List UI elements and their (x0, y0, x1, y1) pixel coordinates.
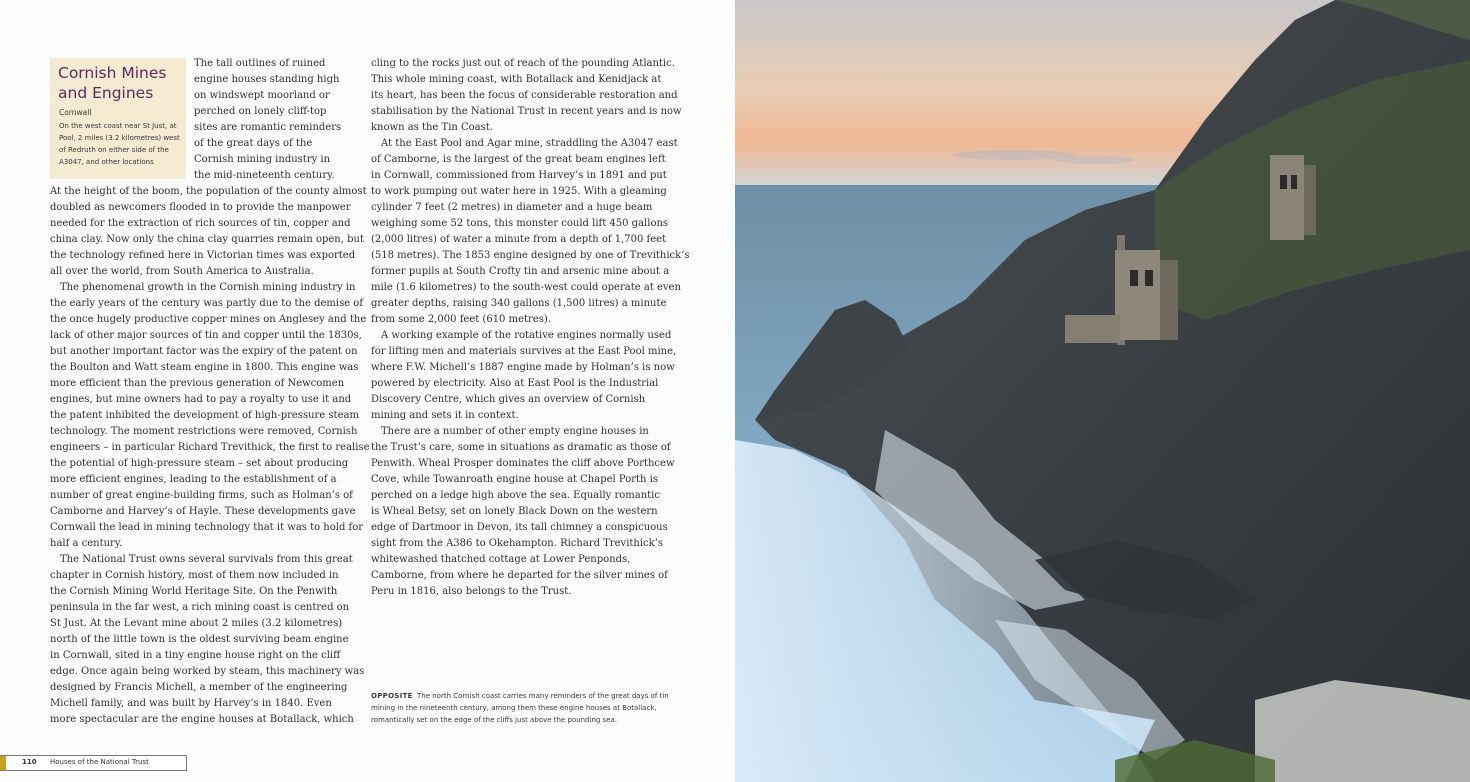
text-line: the patent inhibited the development of high-pressure steam (50, 410, 359, 421)
text-line: There are a number of other empty engine houses in (371, 426, 649, 437)
text-line: in Cornwall, sited in a tiny engine house right on the cliff (50, 650, 341, 661)
engine-house-upper (1270, 155, 1304, 240)
text-line: The National Trust owns several survivals from this great (50, 554, 353, 565)
text-line: perched on a ledge high above the sea. Equally romantic (371, 490, 660, 501)
text-line: former pupils at South Crofty tin and arsenic mine about a (371, 266, 670, 277)
sidebar-location-line: On the west coast near St Just, at (59, 122, 177, 130)
text-line: Cornwall the lead in mining technology that it was to hold for (50, 522, 364, 533)
text-line: At the East Pool and Agar mine, straddling the A3047 east (371, 138, 678, 149)
text-line: mile (1.6 kilometres) to the south-west could operate at even (371, 282, 681, 293)
text-line: sites are romantic reminders (194, 122, 342, 133)
sidebar-title (58, 63, 184, 103)
page-number: 110 (22, 758, 37, 766)
sidebar-location-line: of Redruth on either side of the (59, 146, 169, 154)
text-line: all over the world, from South America to Australia. (50, 266, 314, 277)
text-line: edge of Dartmoor in Devon, its tall chimney a conspicuous (371, 522, 668, 533)
text-line: number of great engine-building firms, such as Holman’s of (50, 490, 353, 501)
text-line: designed by Francis Michell, a member of the engineering (50, 682, 348, 693)
text-line: engine houses standing high (194, 74, 340, 85)
text-line: for lifting men and materials survives at the East Pool mine, (371, 346, 677, 357)
text-line: Camborne, from where he departed for the silver mines of (371, 570, 668, 581)
text-line: of the great days of the (194, 138, 313, 149)
engine-house-lower (1115, 250, 1160, 340)
text-line: technology. The moment restrictions were removed, Cornish (50, 426, 358, 437)
text-line: sight from the A386 to Okehampton. Richard Trevithick’s (371, 538, 664, 549)
text-line: stabilisation by the National Trust in recent years and is now (371, 106, 682, 117)
text-line: more efficient engines, leading to the establishment of a (50, 474, 337, 485)
book-title: Houses of the National Trust (50, 758, 149, 766)
text-line: edge. Once again being worked by steam, this machinery was (50, 666, 365, 677)
text-line: lack of other major sources of tin and copper until the 1830s, (50, 330, 362, 341)
sidebar-location-line: A3047, and other locations (59, 158, 154, 166)
column1-intro (194, 56, 342, 184)
caption-line (371, 690, 671, 702)
text-line: At the height of the boom, the population of the county almost (50, 186, 367, 197)
text-line: mining and sets it in context. (371, 410, 519, 421)
text-line: on windswept moorland or (194, 90, 330, 101)
column1-body (50, 184, 370, 728)
text-line: is Wheal Betsy, set on lonely Black Down on the western (371, 506, 658, 517)
sidebar-info-box (50, 58, 186, 179)
text-line: St Just. At the Levant mine about 2 miles (3.2 kilometres) (50, 618, 343, 629)
text-line: doubled as newcomers flooded in to provide the manpower (50, 202, 351, 213)
text-line: A working example of the rotative engines normally used (371, 330, 672, 341)
text-line: The tall outlines of ruined (194, 58, 326, 69)
footer-marker (0, 756, 6, 770)
text-line: perched on lonely cliff-top (194, 106, 327, 117)
text-line: (518 metres). The 1853 engine designed by one of Trevithick’s (371, 250, 690, 261)
photo-caption (371, 690, 671, 726)
text-line: powered by electricity. Also at East Pool is the Industrial (371, 378, 659, 389)
text-line: the Cornish Mining World Heritage Site. On the Penwith (50, 586, 338, 597)
text-line: engineers – in particular Richard Trevithick, the first to realise (50, 442, 370, 453)
text-line: cling to the rocks just out of reach of the pounding Atlantic. (371, 58, 675, 69)
page-footer (0, 755, 187, 771)
text-line: whitewashed thatched cottage at Lower Penponds, (371, 554, 631, 565)
text-line: its heart, has been the focus of considerable restoration and (371, 90, 678, 101)
caption-label: OPPOSITE (371, 692, 413, 700)
text-line: (2,000 litres) of water a minute from a depth of 1,700 feet (371, 234, 667, 245)
caption-line: mining in the nineteenth century, among them these engine houses at Botallack, (371, 704, 657, 712)
text-line: the once hugely productive copper mines on Anglesey and the (50, 314, 367, 325)
text-line: from some 2,000 feet (610 metres). (371, 314, 551, 325)
text-line: the mid-nineteenth century. (194, 170, 335, 181)
photo-illustration (735, 0, 1470, 782)
text-line: cylinder 7 feet (2 metres) in diameter and a huge beam (371, 202, 653, 213)
column2-body (371, 56, 690, 600)
text-line: to work pumping out water here in 1925. With a gleaming (371, 186, 667, 197)
text-line: peninsula in the far west, a rich mining coast is centred on (50, 602, 350, 613)
text-line: greater depths, raising 340 gallons (1,500 litres) a minute (371, 298, 667, 309)
text-line: china clay. Now only the china clay quarries remain open, but (50, 234, 364, 245)
text-line: Penwith. Wheal Prosper dominates the cliff above Porthcew (371, 458, 675, 469)
text-line: but another important factor was the expiry of the patent on (50, 346, 358, 357)
text-line: the potential of high-pressure steam – set about producing (50, 458, 349, 469)
caption-line: romantically set on the edge of the cliffs just above the pounding sea. (371, 716, 618, 724)
text-line: This whole mining coast, with Botallack and Kenidjack at (371, 74, 662, 85)
text-line: The phenomenal growth in the Cornish mining industry in (50, 282, 356, 293)
text-line: in Cornwall, commissioned from Harvey’s in 1891 and put (371, 170, 667, 181)
sidebar-location (59, 120, 185, 168)
text-line: needed for the extraction of rich sources of tin, copper and (50, 218, 351, 229)
text-line: weighing some 52 tons, this monster could lift 450 gallons (371, 218, 669, 229)
text-line: the Boulton and Watt steam engine in 1800. This engine was (50, 362, 359, 373)
botallack-cliff-photo (735, 0, 1470, 782)
text-line: Cove, while Towanroath engine house at Chapel Porth is (371, 474, 658, 485)
sidebar-region: Cornwall (59, 108, 92, 117)
text-line: more spectacular are the engine houses at Botallack, which (50, 714, 354, 725)
text-line: engines, but mine owners had to pay a royalty to use it and (50, 394, 352, 405)
text-line: half a century. (50, 538, 123, 549)
text-line: Discovery Centre, which gives an overview of Cornish (371, 394, 646, 405)
text-line: the technology refined here in Victorian times was exported (50, 250, 356, 261)
text-line: Michell family, and was built by Harvey’s in 1840. Even (50, 698, 332, 709)
sidebar-title-line: and Engines (58, 84, 154, 102)
text-line: where F.W. Michell’s 1887 engine made by Holman’s is now (371, 362, 675, 373)
text-line: north of the little town is the oldest surviving beam engine (50, 634, 349, 645)
caption-text: The north Cornish coast carries many reminders of the great days of tin (417, 692, 669, 700)
text-line: chapter in Cornish history, most of them now included in (50, 570, 339, 581)
text-line: of Camborne, is the largest of the great beam engines left (371, 154, 666, 165)
text-line: Camborne and Harvey’s of Hayle. These developments gave (50, 506, 356, 517)
text-line: more efficient than the previous generation of Newcomen (50, 378, 345, 389)
text-line: the Trust’s care, some in situations as dramatic as those of (371, 442, 671, 453)
text-line: Cornish mining industry in (194, 154, 331, 165)
text-line: the early years of the century was partly due to the demise of (50, 298, 364, 309)
sidebar-location-line: Pool, 2 miles (3.2 kilometres) west (59, 134, 180, 142)
text-line: Peru in 1816, also belongs to the Trust. (371, 586, 572, 597)
sidebar-title-line: Cornish Mines (58, 64, 167, 82)
text-line: known as the Tin Coast. (371, 122, 493, 133)
